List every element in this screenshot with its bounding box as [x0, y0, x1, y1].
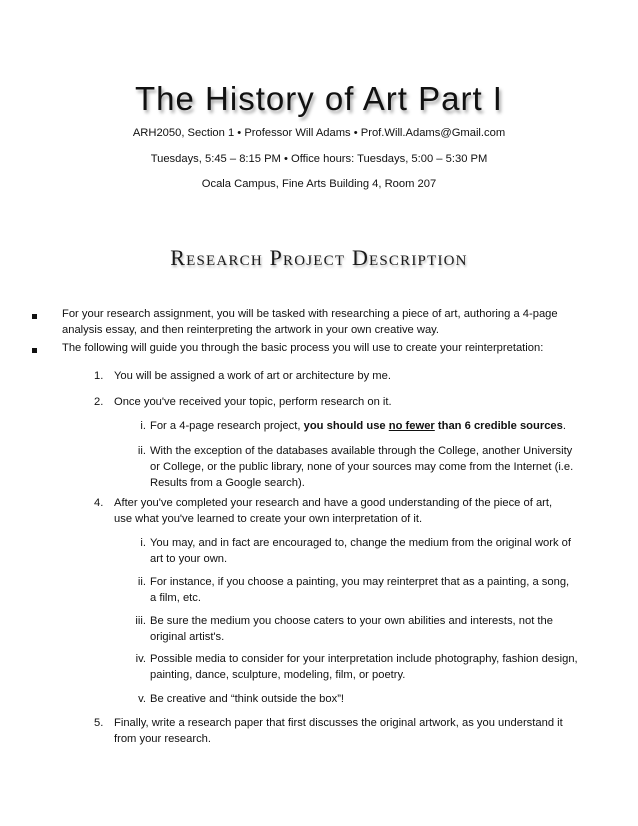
bullet-1-line-2: analysis essay, and then reinterpreting the artwork in your own creative way.	[62, 324, 440, 336]
step-2-number: 2.	[94, 396, 104, 408]
step-2-sub-i-text	[150, 419, 582, 434]
step-2-sub-ii-line-1: With the exception of the databases available through the College, another University	[150, 445, 573, 457]
step-2-sub-ii-line-3: Results from a Google search).	[150, 477, 305, 489]
step-4-sub-ii-line-1: For instance, if you choose a painting, you may reinterpret that as a painting, a song,	[150, 576, 570, 588]
step-4-sub-v-label: v.	[138, 693, 146, 705]
step-2-sub-ii-line-2: or College, or the public library, none of your sources may come from the Internet (i.e.	[150, 461, 574, 473]
step-4-number: 4.	[94, 497, 104, 509]
step-2-sub-i-label: i.	[140, 420, 146, 432]
sources-emphasis-1: you should use	[303, 420, 389, 432]
step-4-sub-i-line-2: art to your own.	[150, 553, 228, 565]
sources-pre-text: For a 4-page research project,	[150, 420, 304, 432]
step-4-sub-v-line-1: Be creative and “think outside the box”!	[150, 693, 345, 705]
step-4-sub-iv-line-1: Possible media to consider for your interpretation include photography, fashion design,	[150, 653, 578, 665]
step-4-line-1: After you've completed your research and have a good understanding of the piece of art,	[114, 497, 553, 509]
bullet-marker	[32, 314, 37, 319]
page-title: The History of Art Part I	[135, 80, 503, 117]
step-4-sub-ii-label: ii.	[137, 576, 146, 588]
step-4-line-2: use what you've learned to create your own interpretation of it.	[114, 513, 423, 525]
sources-emphasis-2: than 6 credible sources	[434, 420, 563, 432]
sources-emphasis-underlined: no fewer	[388, 420, 435, 432]
step-4-sub-iii-label: iii.	[135, 615, 146, 627]
step-1-number: 1.	[94, 370, 104, 382]
step-4-sub-i-line-1: You may, and in fact are encouraged to, change the medium from the original work of	[150, 537, 572, 549]
bullet-2-line-1: The following will guide you through the basic process you will use to create your reinterpretation:	[62, 342, 544, 354]
course-info-line: ARH2050, Section 1 • Professor Will Adams • Prof.Will.Adams@Gmail.com	[132, 127, 506, 139]
location-line: Ocala Campus, Fine Arts Building 4, Room 207	[201, 178, 437, 190]
section-title: Research Project Description	[170, 245, 468, 270]
step-5-number: 5.	[94, 717, 104, 729]
bullet-1-line-1: For your research assignment, you will be tasked with researching a piece of art, authoring a 4-page	[62, 308, 558, 320]
step-2-text: Once you've received your topic, perform research on it.	[114, 396, 392, 408]
step-4-sub-iv-label: iv.	[135, 653, 146, 665]
sources-post-text: .	[562, 420, 566, 432]
step-5-line-1: Finally, write a research paper that first discusses the original artwork, as you understand it	[114, 717, 563, 729]
step-4-sub-iii-line-2: original artist's.	[150, 631, 225, 643]
bullet-marker	[32, 348, 37, 353]
step-2-sub-ii-label: ii.	[137, 445, 146, 457]
step-4-sub-ii-line-2: a film, etc.	[150, 592, 201, 604]
step-4-sub-iv-line-2: painting, dance, sculpture, modeling, film, or poetry.	[150, 669, 406, 681]
step-4-sub-iii-line-1: Be sure the medium you choose caters to your own abilities and interests, not the	[150, 615, 553, 627]
step-5-line-2: from your research.	[114, 733, 211, 745]
schedule-line: Tuesdays, 5:45 – 8:15 PM • Office hours: Tuesdays, 5:00 – 5:30 PM	[150, 153, 488, 165]
step-4-sub-i-label: i.	[140, 537, 146, 549]
step-1-text: You will be assigned a work of art or architecture by me.	[114, 370, 391, 382]
